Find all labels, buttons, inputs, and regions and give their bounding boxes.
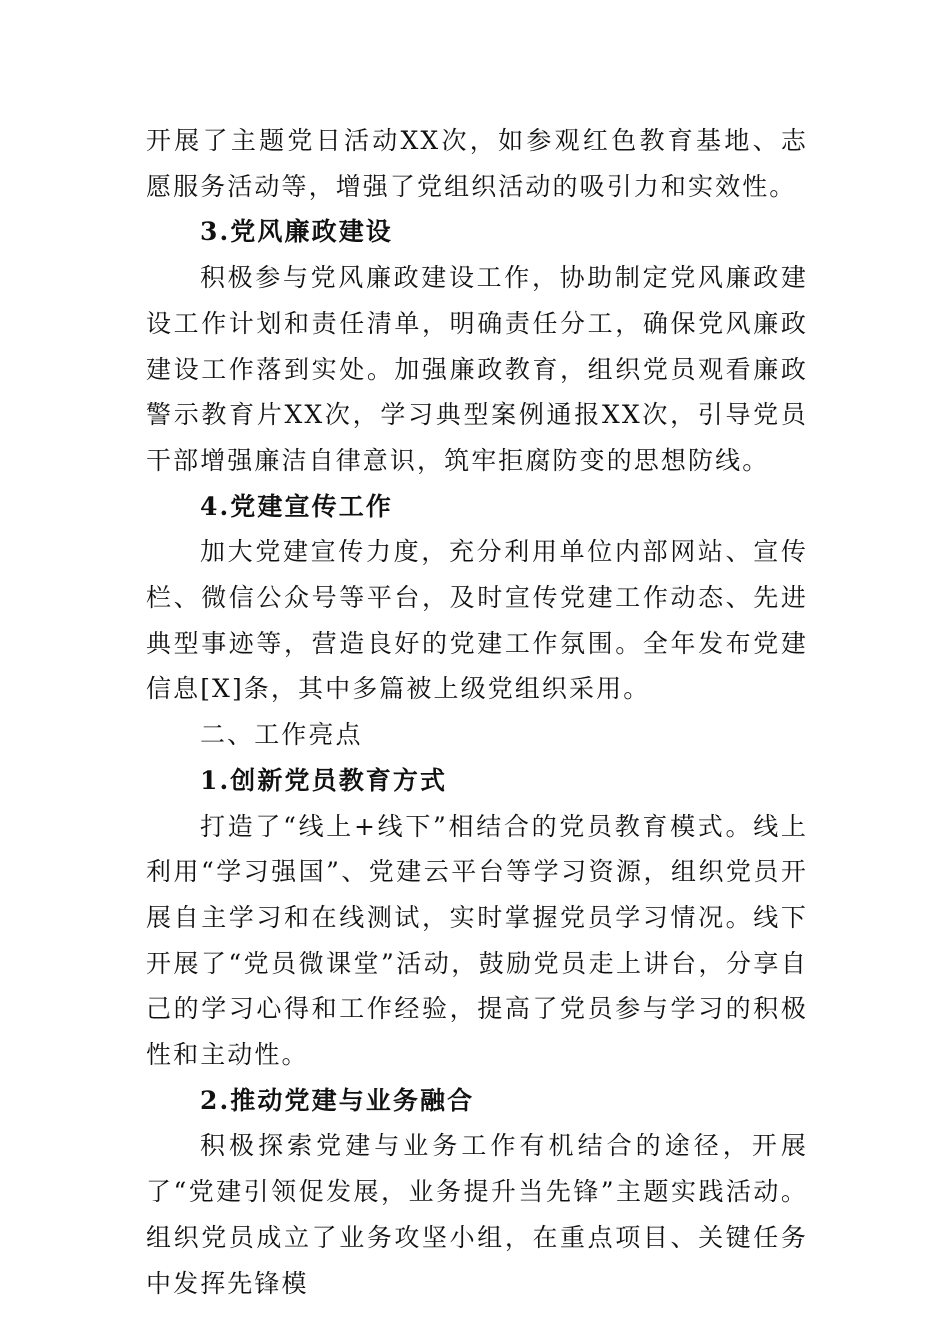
subheading-innovative-education: 1.创新党员教育方式 xyxy=(200,765,448,795)
subheading-clean-governance: 3.党风廉政建设 xyxy=(200,217,393,247)
section-heading-highlights: 二、工作亮点 xyxy=(200,720,363,750)
subheading-party-business-integration: 2.推动党建与业务融合 xyxy=(200,1085,475,1115)
paragraph-party-publicity: 加大党建宣传力度，充分利用单位内部网站、宣传栏、微信公众号等平台，及时宣传党建工作动态、先进典型事迹等，营造良好的党建工作氛围。全年发布党建信息[X]条，其中多篇被上级党组织采用。 xyxy=(146,537,808,704)
document-body xyxy=(146,118,808,1306)
paragraph-party-business-integration: 积极探索党建与业务工作有机结合的途径，开展了“党建引领促发展，业务提升当先锋”主题实践活动。组织党员成立了业务攻坚小组，在重点项目、关键任务中发挥先锋模 xyxy=(146,1131,808,1298)
subheading-party-publicity: 4.党建宣传工作 xyxy=(200,491,393,521)
paragraph-theme-party-day-continued: 开展了主题党日活动XX次，如参观红色教育基地、志愿服务活动等，增强了党组织活动的吸引力和实效性。 xyxy=(146,126,808,201)
paragraph-clean-governance: 积极参与党风廉政建设工作，协助制定党风廉政建设工作计划和责任清单，明确责任分工，确保党风廉政建设工作落到实处。加强廉政教育，组织党员观看廉政警示教育片XX次，学习典型案例通报XX次，引导党员干部增强廉洁自律意识，筑牢拒腐防变的思想防线。 xyxy=(146,263,808,475)
paragraph-innovative-education: 打造了“线上+线下”相结合的党员教育模式。线上利用“学习强国”、党建云平台等学习资源，组织党员开展自主学习和在线测试，实时掌握党员学习情况。线下开展了“党员微课堂”活动，鼓励党员走上讲台，分享自己的学习心得和工作经验，提高了党员参与学习的积极性和主动性。 xyxy=(146,811,808,1070)
